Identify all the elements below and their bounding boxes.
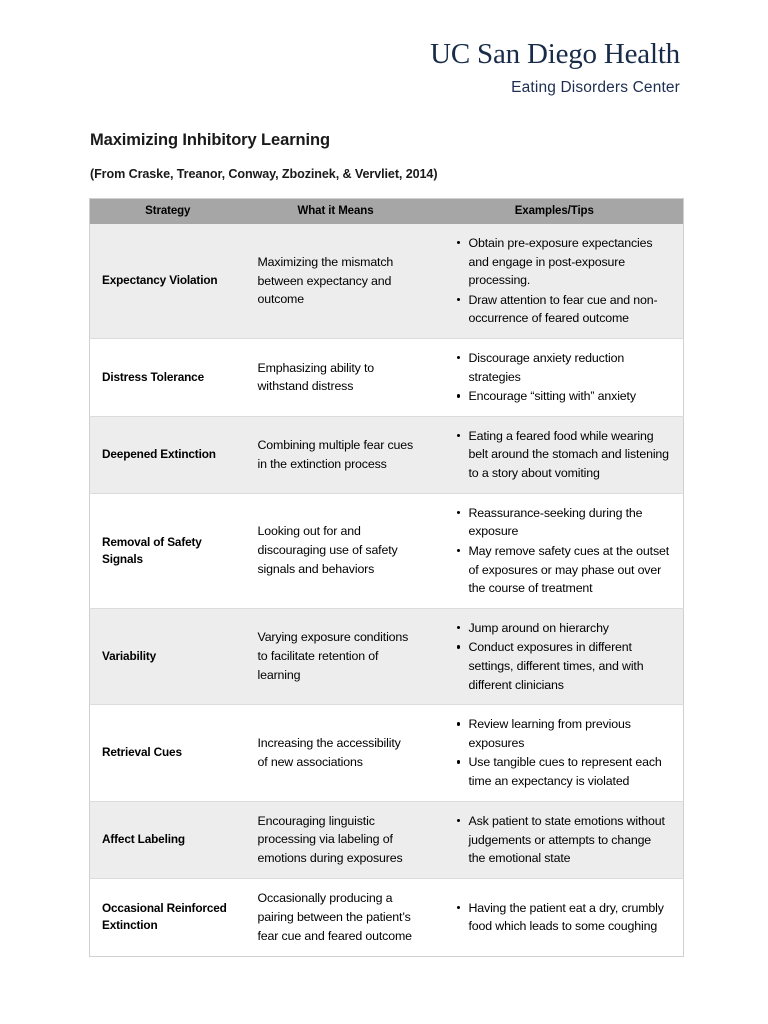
tips-list — [438, 899, 672, 936]
table-header — [90, 199, 684, 225]
cell-strategy: Removal of Safety Signals — [90, 493, 246, 608]
cell-what-it-means: Varying exposure conditions to facilitate retention of learning — [246, 608, 426, 704]
table-row — [90, 801, 684, 879]
cell-strategy: Variability — [90, 608, 246, 704]
cell-examples-tips — [426, 224, 684, 339]
tip-item: Encourage “sitting with” anxiety — [457, 387, 672, 406]
cell-strategy: Expectancy Violation — [90, 224, 246, 339]
tip-item: Reassurance-seeking during the exposure — [457, 504, 672, 541]
logo-subtitle: Eating Disorders Center — [511, 79, 680, 96]
tip-item: Use tangible cues to represent each time an expectancy is violated — [457, 753, 672, 790]
tip-item: Discourage anxiety reduction strategies — [457, 349, 672, 386]
tips-list — [438, 812, 672, 868]
cell-strategy: Affect Labeling — [90, 801, 246, 879]
table-row — [90, 339, 684, 417]
cell-what-it-means: Maximizing the mismatch between expectancy and outcome — [246, 224, 426, 339]
column-header-what-it-means: What it Means — [246, 199, 426, 225]
tip-item: Draw attention to fear cue and non-occurrence of feared outcome — [457, 291, 672, 328]
tips-list — [438, 619, 672, 694]
tip-item: Obtain pre-exposure expectancies and engage in post-exposure processing. — [457, 234, 672, 290]
cell-what-it-means: Increasing the accessibility of new associations — [246, 705, 426, 801]
inhibitory-learning-table-wrapper — [89, 198, 683, 957]
cell-strategy: Occasional Reinforced Extinction — [90, 879, 246, 957]
table-row — [90, 493, 684, 608]
cell-what-it-means: Emphasizing ability to withstand distress — [246, 339, 426, 417]
cell-strategy: Deepened Extinction — [90, 416, 246, 493]
logo-wordmark: UC San Diego Health — [430, 38, 680, 70]
table-row — [90, 416, 684, 493]
tip-item: Eating a feared food while wearing belt around the stomach and listening to a story about vomiting — [457, 427, 672, 483]
cell-what-it-means: Combining multiple fear cues in the extinction process — [246, 416, 426, 493]
tips-list — [438, 349, 672, 406]
table-header-row — [90, 199, 684, 225]
tips-list — [438, 234, 672, 328]
table-row — [90, 879, 684, 957]
cell-examples-tips — [426, 493, 684, 608]
cell-strategy: Distress Tolerance — [90, 339, 246, 417]
tips-list — [438, 504, 672, 598]
cell-examples-tips — [426, 801, 684, 879]
tip-item: Having the patient eat a dry, crumbly food which leads to some coughing — [457, 899, 672, 936]
cell-examples-tips — [426, 608, 684, 704]
cell-what-it-means: Occasionally producing a pairing between the patient’s fear cue and feared outcome — [246, 879, 426, 957]
table-row — [90, 608, 684, 704]
cell-what-it-means: Looking out for and discouraging use of safety signals and behaviors — [246, 493, 426, 608]
column-header-examples-tips: Examples/Tips — [426, 199, 684, 225]
table-row — [90, 705, 684, 801]
tips-list — [438, 427, 672, 483]
inhibitory-learning-table — [89, 198, 684, 957]
column-header-strategy: Strategy — [90, 199, 246, 225]
cell-examples-tips — [426, 705, 684, 801]
tip-item: Conduct exposures in different settings, different times, and with different clinicians — [457, 638, 672, 694]
tip-item: May remove safety cues at the outset of exposures or may phase out over the course of treatment — [457, 542, 672, 598]
tips-list — [438, 715, 672, 790]
table-body — [90, 224, 684, 956]
table-row — [90, 224, 684, 339]
tip-item: Review learning from previous exposures — [457, 715, 672, 752]
page-title: Maximizing Inhibitory Learning — [90, 131, 330, 149]
cell-what-it-means: Encouraging linguistic processing via labeling of emotions during exposures — [246, 801, 426, 879]
uc-san-diego-health-logo — [430, 40, 680, 96]
tip-item: Jump around on hierarchy — [457, 619, 672, 638]
cell-examples-tips — [426, 879, 684, 957]
cell-examples-tips — [426, 416, 684, 493]
tip-item: Ask patient to state emotions without judgements or attempts to change the emotional state — [457, 812, 672, 868]
cell-strategy: Retrieval Cues — [90, 705, 246, 801]
cell-examples-tips — [426, 339, 684, 417]
citation-line: (From Craske, Treanor, Conway, Zbozinek, & Vervliet, 2014) — [90, 167, 438, 181]
